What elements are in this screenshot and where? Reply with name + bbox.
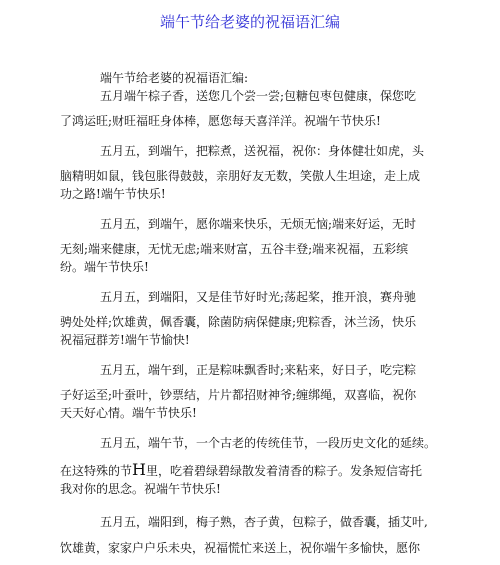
text-line: 骋处处样;饮雄黄，佩香囊，除菌防病保健康;兜粽香，沐兰汤，快乐 bbox=[60, 315, 417, 329]
text-segment: 在这特殊的节 bbox=[60, 464, 133, 478]
text-line: 五月五，到端午，愿你端来快乐，无烦无恼;端来好运，无时 bbox=[100, 217, 417, 231]
text-line: 五月五，到端午，把粽煮，送祝福，祝你：身体健壮如虎，头 bbox=[100, 144, 425, 158]
text-line: 五月五，到端阳，又是佳节好时光;荡起桨，推开浪，赛舟驰 bbox=[100, 290, 417, 304]
text-line: 五月五，端阳到，梅子熟，杏子黄，包粽子，做香囊，插艾叶, bbox=[100, 515, 428, 529]
text-line: 了鸿运旺;财旺福旺身体棒，愿您每天喜洋洋。祝端午节快乐! bbox=[60, 114, 381, 128]
text-line: 五月端午棕子香，送您几个尝一尝;包糖包枣包健康，保您吃 bbox=[100, 89, 417, 103]
text-segment: 里，吃着碧绿碧绿散发着清香的粽子。发条短信寄托 bbox=[145, 464, 422, 478]
text-line: 纷。端午节快乐! bbox=[60, 260, 149, 274]
text-line: 祝福冠群芳!端午节愉快! bbox=[60, 333, 190, 347]
text-line: 五月五，端午节，一个古老的传统佳节，一段历史文化的延续。 bbox=[100, 436, 437, 450]
text-line: 端午节给老婆的祝福语汇编: bbox=[100, 71, 249, 85]
text-line: 子好运至;叶蚕叶，钞票结，片片都招财神爷;缠绑绳，双喜临，祝你 bbox=[60, 388, 417, 402]
text-line: 无刻;端来健康，无忧无虑;端来财富，五谷丰登;端来祝福，五彩缤 bbox=[60, 242, 409, 256]
text-line: 天天好心情。端午节快乐! bbox=[60, 406, 197, 420]
text-line: 我对你的思念。祝端午节快乐! bbox=[60, 482, 221, 496]
text-line bbox=[60, 462, 422, 479]
inline-big-letter: H bbox=[132, 460, 146, 479]
text-line: 五月五，端午到，正是粽味飘香时;来粘来，好日子，吃完粽 bbox=[100, 363, 417, 377]
text-line: 饮雄黄，家家户户乐未央，祝福慌忙来送上，祝你端午多愉快，愿你 bbox=[60, 541, 421, 555]
text-line: 脑精明如鼠，钱包胀得鼓鼓，亲朋好友无数，笑傲人生坦途，走上成 bbox=[60, 169, 421, 183]
page-title: 端午节给老婆的祝福语汇编 bbox=[159, 13, 340, 31]
text-line: 功之路!端午节快乐! bbox=[60, 187, 166, 201]
